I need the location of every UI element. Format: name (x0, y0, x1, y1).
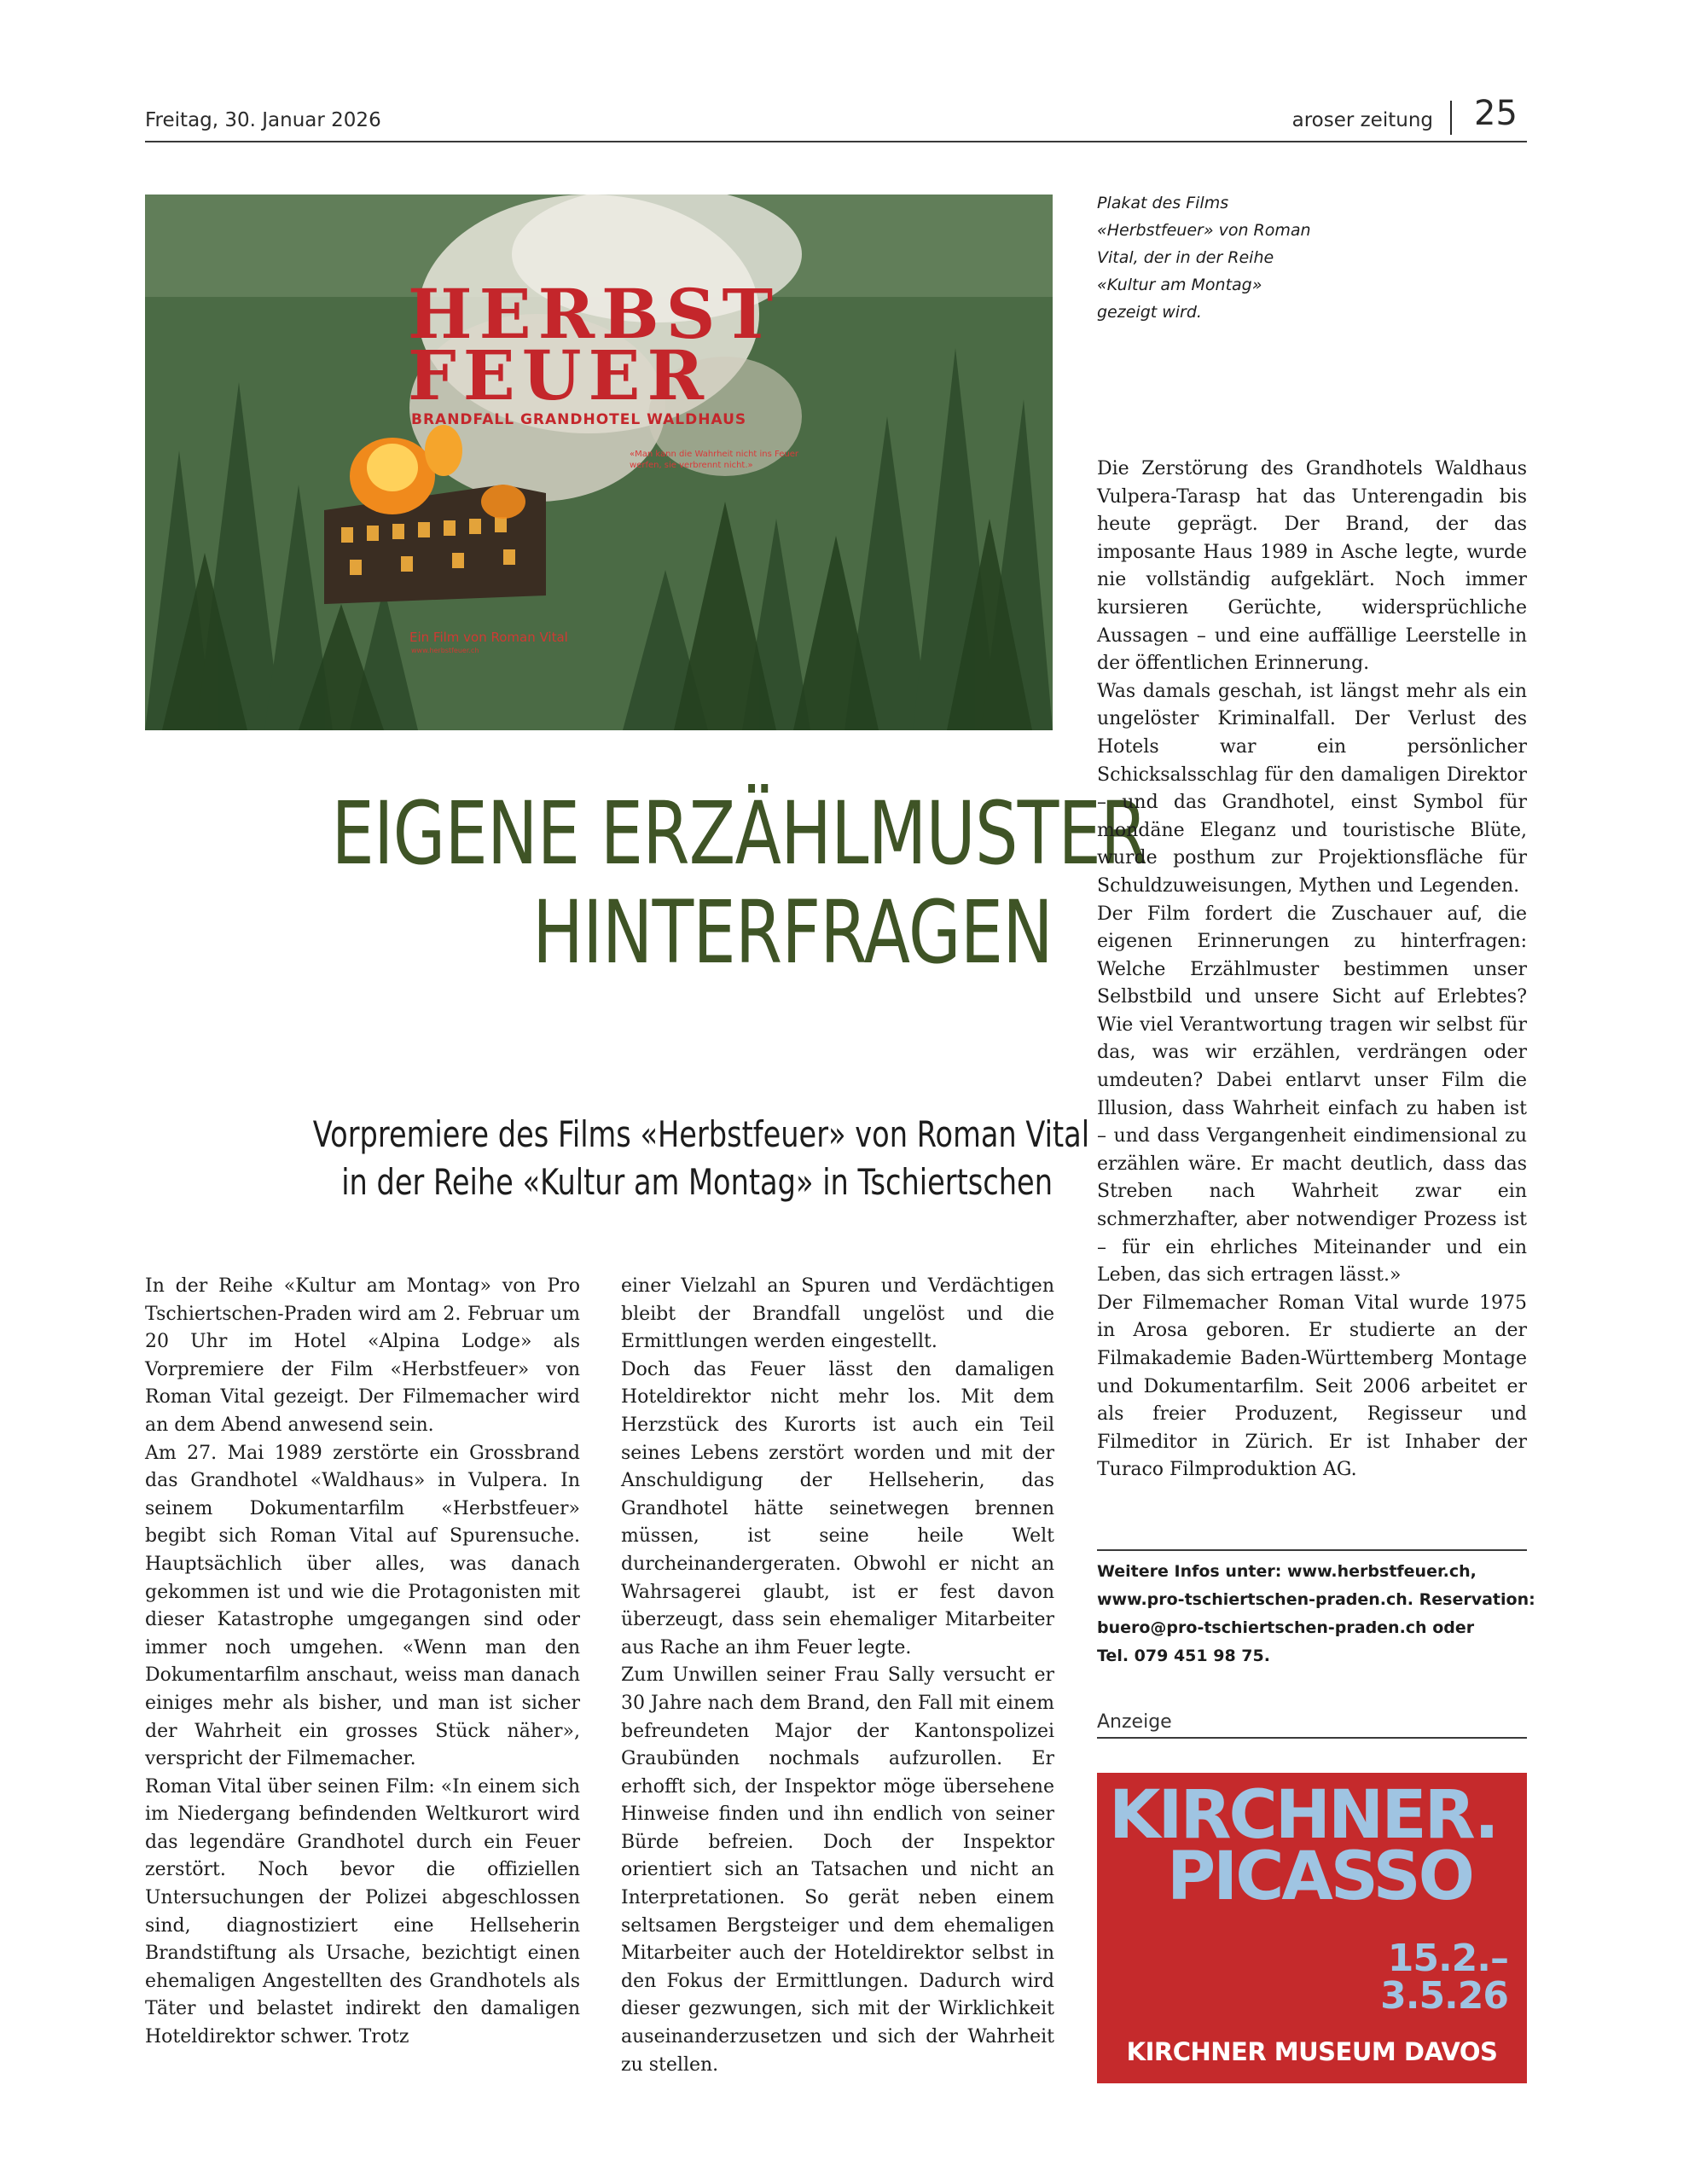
poster-subtitle: BRANDFALL GRANDHOTEL WALDHAUS (411, 411, 747, 428)
headline (331, 783, 1147, 984)
ad-title (1109, 1777, 1510, 1915)
ad-museum-name: KIRCHNER MUSEUM DAVOS (1126, 2037, 1498, 2066)
poster-quote: «Man kann die Wahrheit nicht ins Feuer werfen, sie verbrennt nicht.» (630, 450, 798, 470)
article-paragraph: einer Vielzahl an Spuren und Verdächtigen bleibt der Brandfall ungelöst und die Ermittlungen werden eingestellt. (621, 1275, 1054, 1353)
ad-rule (1097, 1737, 1527, 1739)
info-line: www.pro-tschiertschen-praden.ch. Reservation: (1097, 1590, 1535, 1609)
article-paragraph: Roman Vital über seinen Film: «In einem sich im Niedergang befindenden Weltkurort wird das legendäre Grandhotel durch ein Feuer zerstört. Noch bevor die offiziellen Untersuchungen der Polizei abgeschlossen sind, diagnostiziert eine Hellseherin Brandstiftung als Ursache, bezichtigt einen ehemaligen Angestellten des Grandhotels als Täter und belastet indirekt den damaligen Hoteldirektor schwer. Trotz (145, 1775, 580, 2048)
poster-title: HERBST FEUER (408, 274, 780, 415)
article-column-3 (1097, 456, 1527, 1484)
page-number: 25 (1474, 94, 1518, 133)
header-separator (1450, 101, 1452, 135)
info-line: buero@pro-tschiertschen-praden.ch oder (1097, 1618, 1475, 1637)
ad-date-line: 15.2.– (1387, 1937, 1508, 1980)
info-box (1097, 1558, 1535, 1670)
ad-dates (1380, 1937, 1508, 2018)
article-paragraph: Die Zerstörung des Grandhotels Waldhaus Vulpera-Tarasp hat das Unterengadin bis heute geprägt. Der Brand, der das imposante Haus 1989 in Asche legte, wurde nie vollständig aufgeklärt. Noch immer kursieren Gerüchte, widersprüchliche Aussagen – und eine auffällige Leerstelle in der öffentlichen Erinnerung. (1097, 458, 1527, 675)
info-line: Weitere Infos unter: www.herbstfeuer.ch, (1097, 1562, 1477, 1581)
ad-date-line: 3.5.26 (1380, 1974, 1508, 2018)
ad-label: Anzeige (1097, 1711, 1172, 1733)
article-paragraph: Doch das Feuer lässt den damaligen Hoteldirektor nicht mehr los. Mit dem Herzstück des Kurorts ist auch ein Teil seines Lebens zerstört worden und mit der Anschuldigung der Hellseherin, das Grandhotel hätte seinetwegen brennen müssen, ist seine heile Welt durcheinandergeraten. Obwohl er nicht an Wahrsagerei glaubt, ist er fest davon überzeugt, dass sein ehemaliger Mitarbeiter aus Rache an ihm Feuer legte. (621, 1358, 1054, 1658)
subheadline (312, 1111, 1090, 1206)
ad-title-line: PICASSO (1167, 1838, 1472, 1915)
article-column-2 (621, 1273, 1054, 2079)
advertisement[interactable] (1097, 1773, 1527, 2083)
article-column-1 (145, 1273, 580, 2052)
article-paragraph: Der Filmemacher Roman Vital wurde 1975 in Arosa geboren. Er studierte an der Filmakademie Baden-Württemberg Montage und Dokumentarfilm. Seit 2006 arbeitet er als freier Produzent, Regisseur und Filmeditor in Zürich. Er ist Inhaber der Turaco Filmproduktion AG. (1097, 1292, 1527, 1481)
film-poster-image (145, 195, 1053, 730)
image-caption: Plakat des Films «Herbstfeuer» von Roman Vital, der in der Reihe «Kultur am Montag» gezeigt wird. (1097, 194, 1311, 322)
headline-line: EIGENE ERZÄHLMUSTER (331, 783, 1147, 885)
article-paragraph: Was damals geschah, ist längst mehr als ein ungelöster Kriminalfall. Der Verlust des Hotels war ein persönlicher Schicksalsschlag für den damaligen Direktor – und das Grandhotel, einst Symbol für mondäne Eleganz und touristische Blüte, wurde posthum zur Projektionsfläche für Schuldzuweisungen, Mythen und Legenden. (1097, 680, 1527, 897)
poster-credit: Ein Film von Roman Vital (409, 630, 568, 645)
info-rule (1097, 1549, 1527, 1551)
article-paragraph: Am 27. Mai 1989 zerstörte ein Grossbrand das Grandhotel «Waldhaus» in Vulpera. In seinem Dokumentarfilm «Herbstfeuer» begibt sich Roman Vital auf Spurensuche. Hauptsächlich über alles, was danach gekommen ist und wie die Protagonisten mit dieser Katastrophe umgegangen sind oder immer noch umgehen. «Wenn man den Dokumentarfilm anschaut, weiss man danach einiges mehr als bisher, und man ist sicher der Wahrheit ein grosses Stück näher», verspricht der Filmemacher. (145, 1442, 580, 1770)
poster-url: www.herbstfeuer.ch (411, 647, 479, 654)
article-paragraph: Zum Unwillen seiner Frau Sally versucht er 30 Jahre nach dem Brand, den Fall mit einem befreundeten Major der Kantonspolizei Graubünden nochmals aufzurollen. Er erhofft sich, der Inspektor möge übersehene Hinweise finden und ihn endlich von seiner Bürde befreien. Doch der Inspektor orientiert sich an Tatsachen und nicht an Interpretationen. So gerät neben einem seltsamen Bergsteiger und dem ehemaligen Mitarbeiter auch der Hoteldirektor selbst in den Fokus der Ermittlungen. Dadurch wird dieser gezwungen, sich mit der Wirklichkeit auseinanderzusetzen und sich der Wahrheit zu stellen. (621, 1664, 1054, 2076)
info-line: Tel. 079 451 98 75. (1097, 1647, 1270, 1665)
article-paragraph: In der Reihe «Kultur am Montag» von Pro Tschiertschen-Praden wird am 2. Februar um 20 Uhr im Hotel «Alpina Lodge» als Vorpremiere der Film «Herbstfeuer» von Roman Vital gezeigt. Der Filmemacher wird an dem Abend anwesend sein. (145, 1275, 580, 1436)
header-rule (145, 141, 1527, 142)
subheadline-line: in der Reihe «Kultur am Montag» in Tschiertschen (341, 1161, 1053, 1203)
publication-name: aroser zeitung (1291, 109, 1433, 131)
ad-title-line: KIRCHNER. (1109, 1777, 1497, 1854)
subheadline-line: Vorpremiere des Films «Herbstfeuer» von Roman Vital (312, 1113, 1090, 1155)
article-paragraph: Der Film fordert die Zuschauer auf, die eigenen Erinnerungen zu hinterfragen: Welche Erzählmuster bestimmen unser Selbstbild und unsere Sicht auf Erlebtes? Wie viel Verantwortung tragen wir selbst für das, was wir erzählen, verdrängen oder umdeuten? Dabei entlarvt unser Film die Illusion, dass Wahrheit einfach zu haben ist – und dass Vergangenheit eindimensional zu erzählen wäre. Er macht deutlich, dass das Streben nach Wahrheit zwar ein schmerzhafter, aber notwendiger Prozess ist – für ein ehrliches Miteinander und ein Leben, das sich ertragen lässt.» (1097, 903, 1527, 1287)
issue-date: Freitag, 30. Januar 2026 (145, 109, 381, 131)
headline-line: HINTERFRAGEN (532, 882, 1053, 984)
